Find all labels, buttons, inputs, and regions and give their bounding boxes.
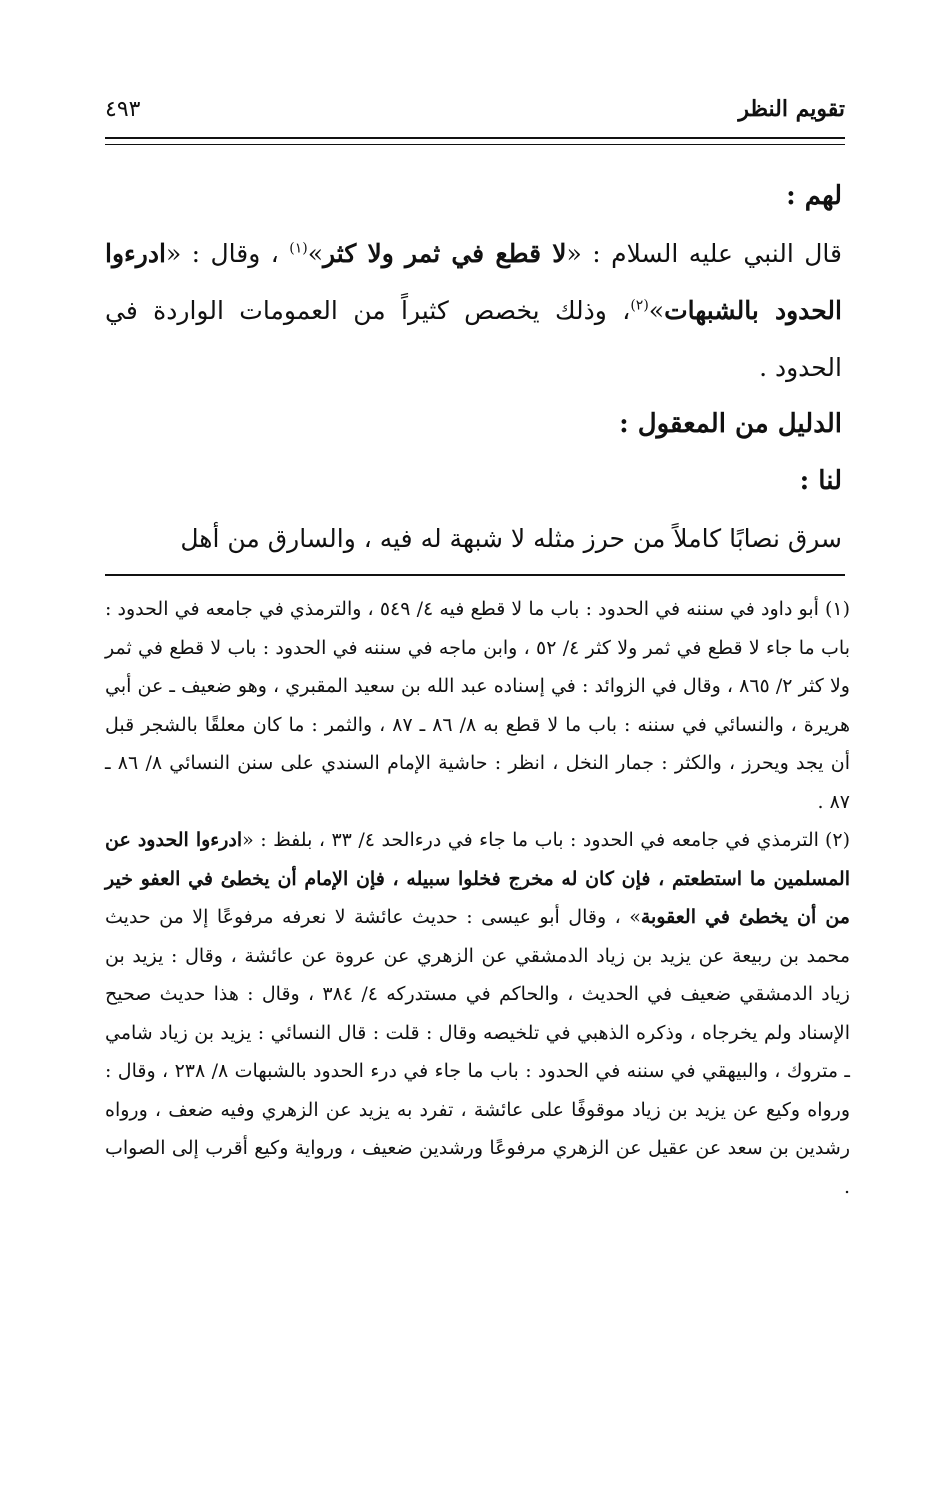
footnote-text: أبو داود في سننه في الحدود : باب ما لا قطع فيه ٤/ ٥٤٩ ، والترمذي في جامعه في الحدود : باب ما جاء لا قطع في ثمر ولا كثر ٤/ ٥٢ ، وابن ماجه في سننه في الحدود : باب لا قطع في ثمر ولا كثر ٢/ ٨٦٥ ، وقال في الزوائد : في إسناده عبد الله بن سعيد المقبري ، وهو ضعيف ـ عن أبي هريرة ، والنسائي في سننه : باب ما لا قطع به ٨/ ٨٦ ـ ٨٧ ، والثمر : ما كان معلقًا بالشجر قبل أن يجد ويحرز ، والكثر : جمار النخل ، انظر : حاشية الإمام السندي على سنن النسائي ٨/ ٨٦ ـ ٨٧ . — [105, 598, 850, 813]
hadith-quote-2: ادرءوا الحدود بالشبهات — [105, 239, 842, 325]
footnote-text: » ، وقال أبو عيسى : حديث عائشة لا نعرفه مرفوعًا إلا من حديث محمد بن ربيعة عن يزيد بن زياد الدمشقي عن الزهري عن عروة عن عائشة ، وقال : يزيد بن زياد الدمشقي ضعيف في الحديث ، والحاكم في مستدركه ٤/ ٣٨٤ ، وقال : هذا حديث صحيح الإسناد ولم يخرجاه ، وذكره الذهبي في تلخيصه وقال : قلت : قال النسائي : يزيد بن زياد شامي ـ متروك ، والبيهقي في سننه في الحدود : باب ما جاء في درء الحدود بالشبهات ٨/ ٢٣٨ ، وقال : ورواه وكيع عن يزيد بن زياد موقوفًا على عائشة ، تفرد به يزيد عن الزهري وفيه ضعف ، ورواه رشدين بن سعد عن عقيل عن الزهري مرفوعًا ورشدين ضعيف ، ورواية وكيع أقرب إلى الصواب . — [105, 906, 850, 1198]
header-rule — [105, 137, 845, 145]
hadith-quote-1: لا قطع في ثمر ولا كثر — [323, 239, 567, 268]
footnote-ref-2[interactable]: (٢) — [630, 297, 649, 314]
footnote-separator — [105, 574, 845, 576]
footnote-number: (٢) — [824, 829, 850, 851]
text-segment: » — [307, 239, 324, 268]
paragraph-hadith — [105, 225, 842, 396]
text-segment: قال النبي عليه السلام : « — [566, 239, 843, 268]
heading-lana: لنا : — [799, 466, 842, 496]
main-text — [105, 168, 842, 567]
heading-dalil-maqul: الدليل من المعقول : — [619, 409, 842, 439]
footnotes — [105, 590, 850, 1206]
footnote-number: (١) — [824, 598, 850, 620]
footnote-1 — [105, 590, 850, 821]
footnote-ref-1[interactable]: (١) — [289, 240, 308, 257]
text-segment: » — [648, 296, 665, 325]
running-header — [105, 96, 845, 122]
footnote-text: الترمذي في جامعه في الحدود : باب ما جاء في درءالحد ٤/ ٣٣ ، بلفظ : « — [242, 829, 819, 851]
paragraph-argument: سرق نصابًا كاملاً من حرز مثله لا شبهة له فيه ، والسارق من أهل — [180, 524, 842, 553]
heading-lahum: لهم : — [786, 181, 842, 211]
text-segment: ، وذلك يخصص كثيراً من العمومات الواردة في الحدود . — [105, 296, 842, 382]
running-title: تقويم النظر — [738, 96, 845, 122]
page-number: ٤٩٣ — [105, 97, 141, 122]
footnote-hadith-quote: ادرءوا الحدود عن المسلمين ما استطعتم ، فإن كان له مخرج فخلوا سبيله ، فإن الإمام أن يخطئ في العفو خير من أن يخطئ في العقوبة — [105, 829, 850, 928]
footnote-2 — [105, 821, 850, 1206]
text-segment: ، وقال : « — [165, 239, 290, 268]
